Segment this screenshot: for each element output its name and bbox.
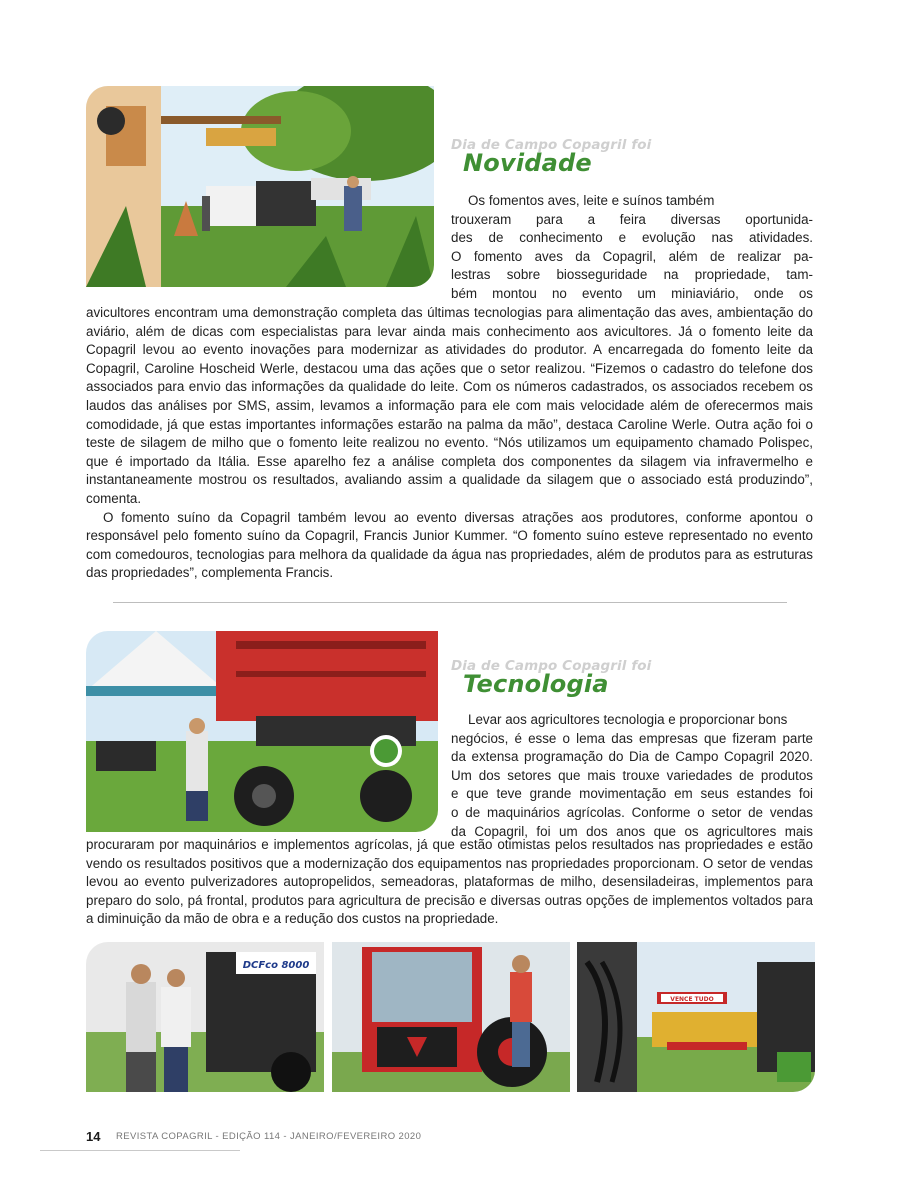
red-sprayer-illustration <box>86 631 438 832</box>
photo-implements-stand <box>577 942 815 1092</box>
section2-wrap-line: e que teve grande movimentação em seus estandes foi <box>451 786 813 802</box>
seeder-illustration <box>86 942 324 1092</box>
section2-kicker: Dia de Campo Copagril foi <box>451 658 652 674</box>
section2-wrap-line: Levar aos agricultores tecnologia e proporcionar bons <box>468 712 788 727</box>
photo-red-sprayer <box>86 631 438 832</box>
section1-wrap-line: trouxeram para a feira diversas oportunida- <box>451 211 813 227</box>
section1-paragraph-1: avicultores encontram uma demonstração completa das últimas tecnologias para alimentação das aves, ambientação do aviário, além de dicas com especialistas para levar ainda mais conhecimento aos avicultores. Já o fomento leite da Copagril levou ao evento inovações para modernizar as atividades do produtor. A encarregada do fomento leite da Copagril, Caroline Hoscheid Werle, destacou uma das ações que o setor realizou. “Fizemos o cadastro do telefone dos associados para envio das informações da qualidade do leite. Com os números cadastrados, os associados recebem os laudos das análises por SMS, assim, levamos a informação para ele com mais velocidade além de oferecermos mais comodidade, já que estas importantes informações estarão na palma da mão”, destaca Caroline Werle. Outra ação foi o teste de silagem de milho que o fomento leite realizou no evento. “Nós utilizamos um equipamento chamado Polispec, que é importado da Itália. Esse aparelho fez a análise completa dos componentes da silagem via infravermelho e instantaneamente mostrou os resultados, avaliando assim a qualidade da silagem que o associado está produzindo”, comenta. <box>86 305 813 506</box>
section1-wrap-line: bém montou no evento um miniaviário, onde os <box>451 285 813 301</box>
photo-seeder-machine <box>86 942 324 1092</box>
section2-body <box>86 836 813 929</box>
footer-publication: REVISTA COPAGRIL - EDIÇÃO 114 - JANEIRO/FEVEREIRO 2020 <box>116 1131 422 1142</box>
section2-headline: Tecnologia <box>463 670 609 698</box>
section2-wrap-line: o de maquinários agrícolas. Conforme o setor de vendas <box>451 804 813 820</box>
page-number: 14 <box>86 1129 101 1144</box>
footer-rule <box>40 1150 240 1151</box>
section1-kicker: Dia de Campo Copagril foi <box>451 137 652 153</box>
section2-paragraph: procuraram por maquinários e implementos agrícolas, já que estão otimistas pelos resultados nas propriedades e estão vendo os resultados positivos que a modernização dos equipamentos nas propriedades proporcionam. O setor de vendas levou ao evento pulverizadores autopropelidos, semeadoras, plataformas de milho, desensiladeiras, implementos para preparo do solo, pá frontal, produtos para agricultura de precisão e diversas outras opções de implementos voltados para a diminuição da mão de obra e a redução dos custos na propriedade. <box>86 837 813 927</box>
implements-sign: VENCE TUDO <box>670 996 714 1003</box>
section2-wrap-column <box>451 711 813 841</box>
event-entrance-illustration <box>86 86 434 287</box>
section2-wrap-line: Um dos setores que mais trouxe variedades de produtos <box>451 767 813 783</box>
implements-illustration <box>577 942 815 1092</box>
section2-wrap-line: da Copagril, foi um dos anos que os agricultores mais <box>451 823 813 839</box>
section1-wrap-line: Os fomentos aves, leite e suínos também <box>468 193 715 208</box>
section2-wrap-line: da extensa programação do Dia de Campo Copagril 2020. <box>451 749 813 765</box>
section-divider <box>113 602 787 603</box>
section1-wrap-line: lestras sobre biosseguridade na propriedade, tam- <box>451 267 813 283</box>
section1-wrap-line: des de conhecimento e evolução nas atividades. <box>451 230 813 246</box>
section1-wrap-line: O fomento aves da Copagril, além de realizar pa- <box>451 248 813 264</box>
section1-wrap-column <box>451 192 813 304</box>
seeder-sign: DCFco 8000 <box>242 960 310 971</box>
section1-paragraph-2: O fomento suíno da Copagril também levou ao evento diversas atrações aos produtores, conforme apontou o responsável pelo fomento suíno da Copagril, Francis Junior Kummer. “O fomento suíno esteve representado no evento com comedouros, tecnologias para melhora da qualidade da água nas propriedades, além de produtos para as estruturas das propriedades”, complementa Francis. <box>86 509 813 581</box>
section1-body <box>86 304 813 583</box>
section1-headline: Novidade <box>463 149 592 177</box>
photo-tractor-cab <box>332 942 570 1092</box>
section2-wrap-line: negócios, é esse o lema das empresas que fizeram parte <box>451 730 813 746</box>
tractor-illustration <box>332 942 570 1092</box>
photo-event-entrance <box>86 86 434 287</box>
